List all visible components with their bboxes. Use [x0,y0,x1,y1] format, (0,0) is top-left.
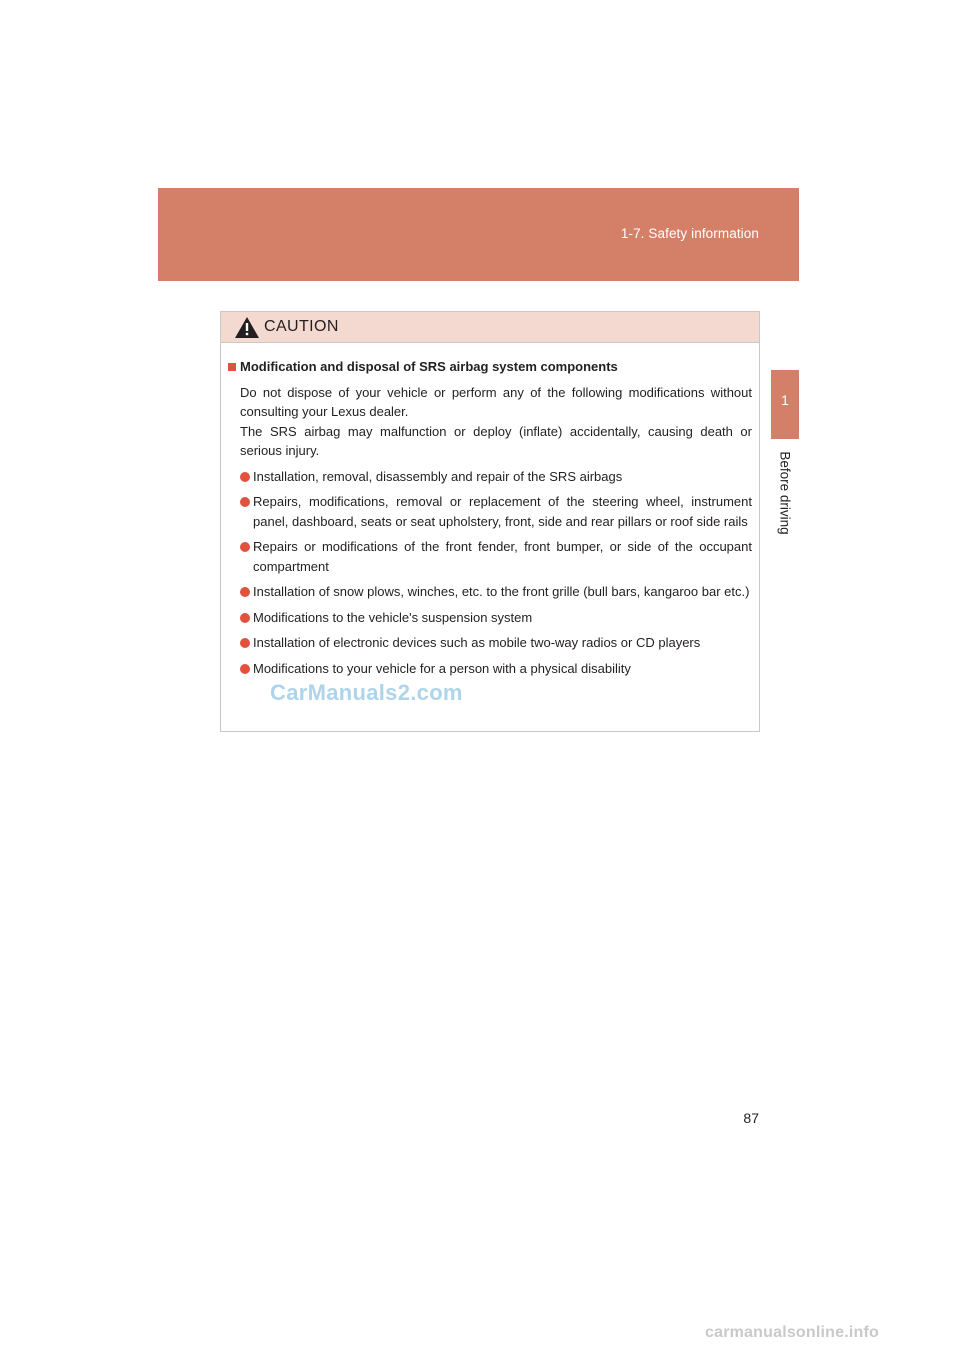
list-item: Repairs or modifications of the front fender, front bumper, or side of the occupant compartment [240,537,752,576]
watermark-overlay: CarManuals2.com [270,680,463,705]
chapter-label: Before driving [777,451,793,535]
list-item: Installation of snow plows, winches, etc. to the front grille (bull bars, kangaroo bar etc.) [240,582,752,602]
round-bullet-icon [240,664,250,674]
caution-heading-text: Modification and disposal of SRS airbag system components [240,359,618,374]
caution-heading [228,357,752,377]
watermark-footer: carmanualsonline.info [705,1324,880,1341]
modification-list [240,467,752,679]
list-item: Modifications to your vehicle for a person with a physical disability [240,659,752,679]
caution-body [221,343,759,678]
caution-paragraph: The SRS airbag may malfunction or deploy (inflate) accidentally, causing death or serious injury. [240,423,752,458]
chapter-number: 1 [781,392,789,408]
round-bullet-icon [240,613,250,623]
round-bullet-icon [240,638,250,648]
round-bullet-icon [240,587,250,597]
page-number: 87 [743,1110,759,1126]
round-bullet-icon [240,472,250,482]
chapter-tab [771,370,799,439]
list-item: Installation of electronic devices such as mobile two-way radios or CD players [240,633,752,653]
round-bullet-icon [240,497,250,507]
list-item: Installation, removal, disassembly and repair of the SRS airbags [240,467,752,487]
section-title: 1-7. Safety information [620,226,759,241]
warning-triangle-icon [235,317,259,338]
header-band [158,188,799,281]
caution-header [221,312,759,343]
square-bullet-icon [228,363,236,371]
caution-label: CAUTION [264,318,339,335]
caution-box [220,311,760,732]
round-bullet-icon [240,542,250,552]
list-item: Modifications to the vehicle's suspension system [240,608,752,628]
caution-paragraph: Do not dispose of your vehicle or perform any of the following modifications without consulting your Lexus dealer. [240,384,752,419]
list-item: Repairs, modifications, removal or replacement of the steering wheel, instrument panel, dashboard, seats or seat upholstery, front, side and rear pillars or roof side rails [240,492,752,531]
